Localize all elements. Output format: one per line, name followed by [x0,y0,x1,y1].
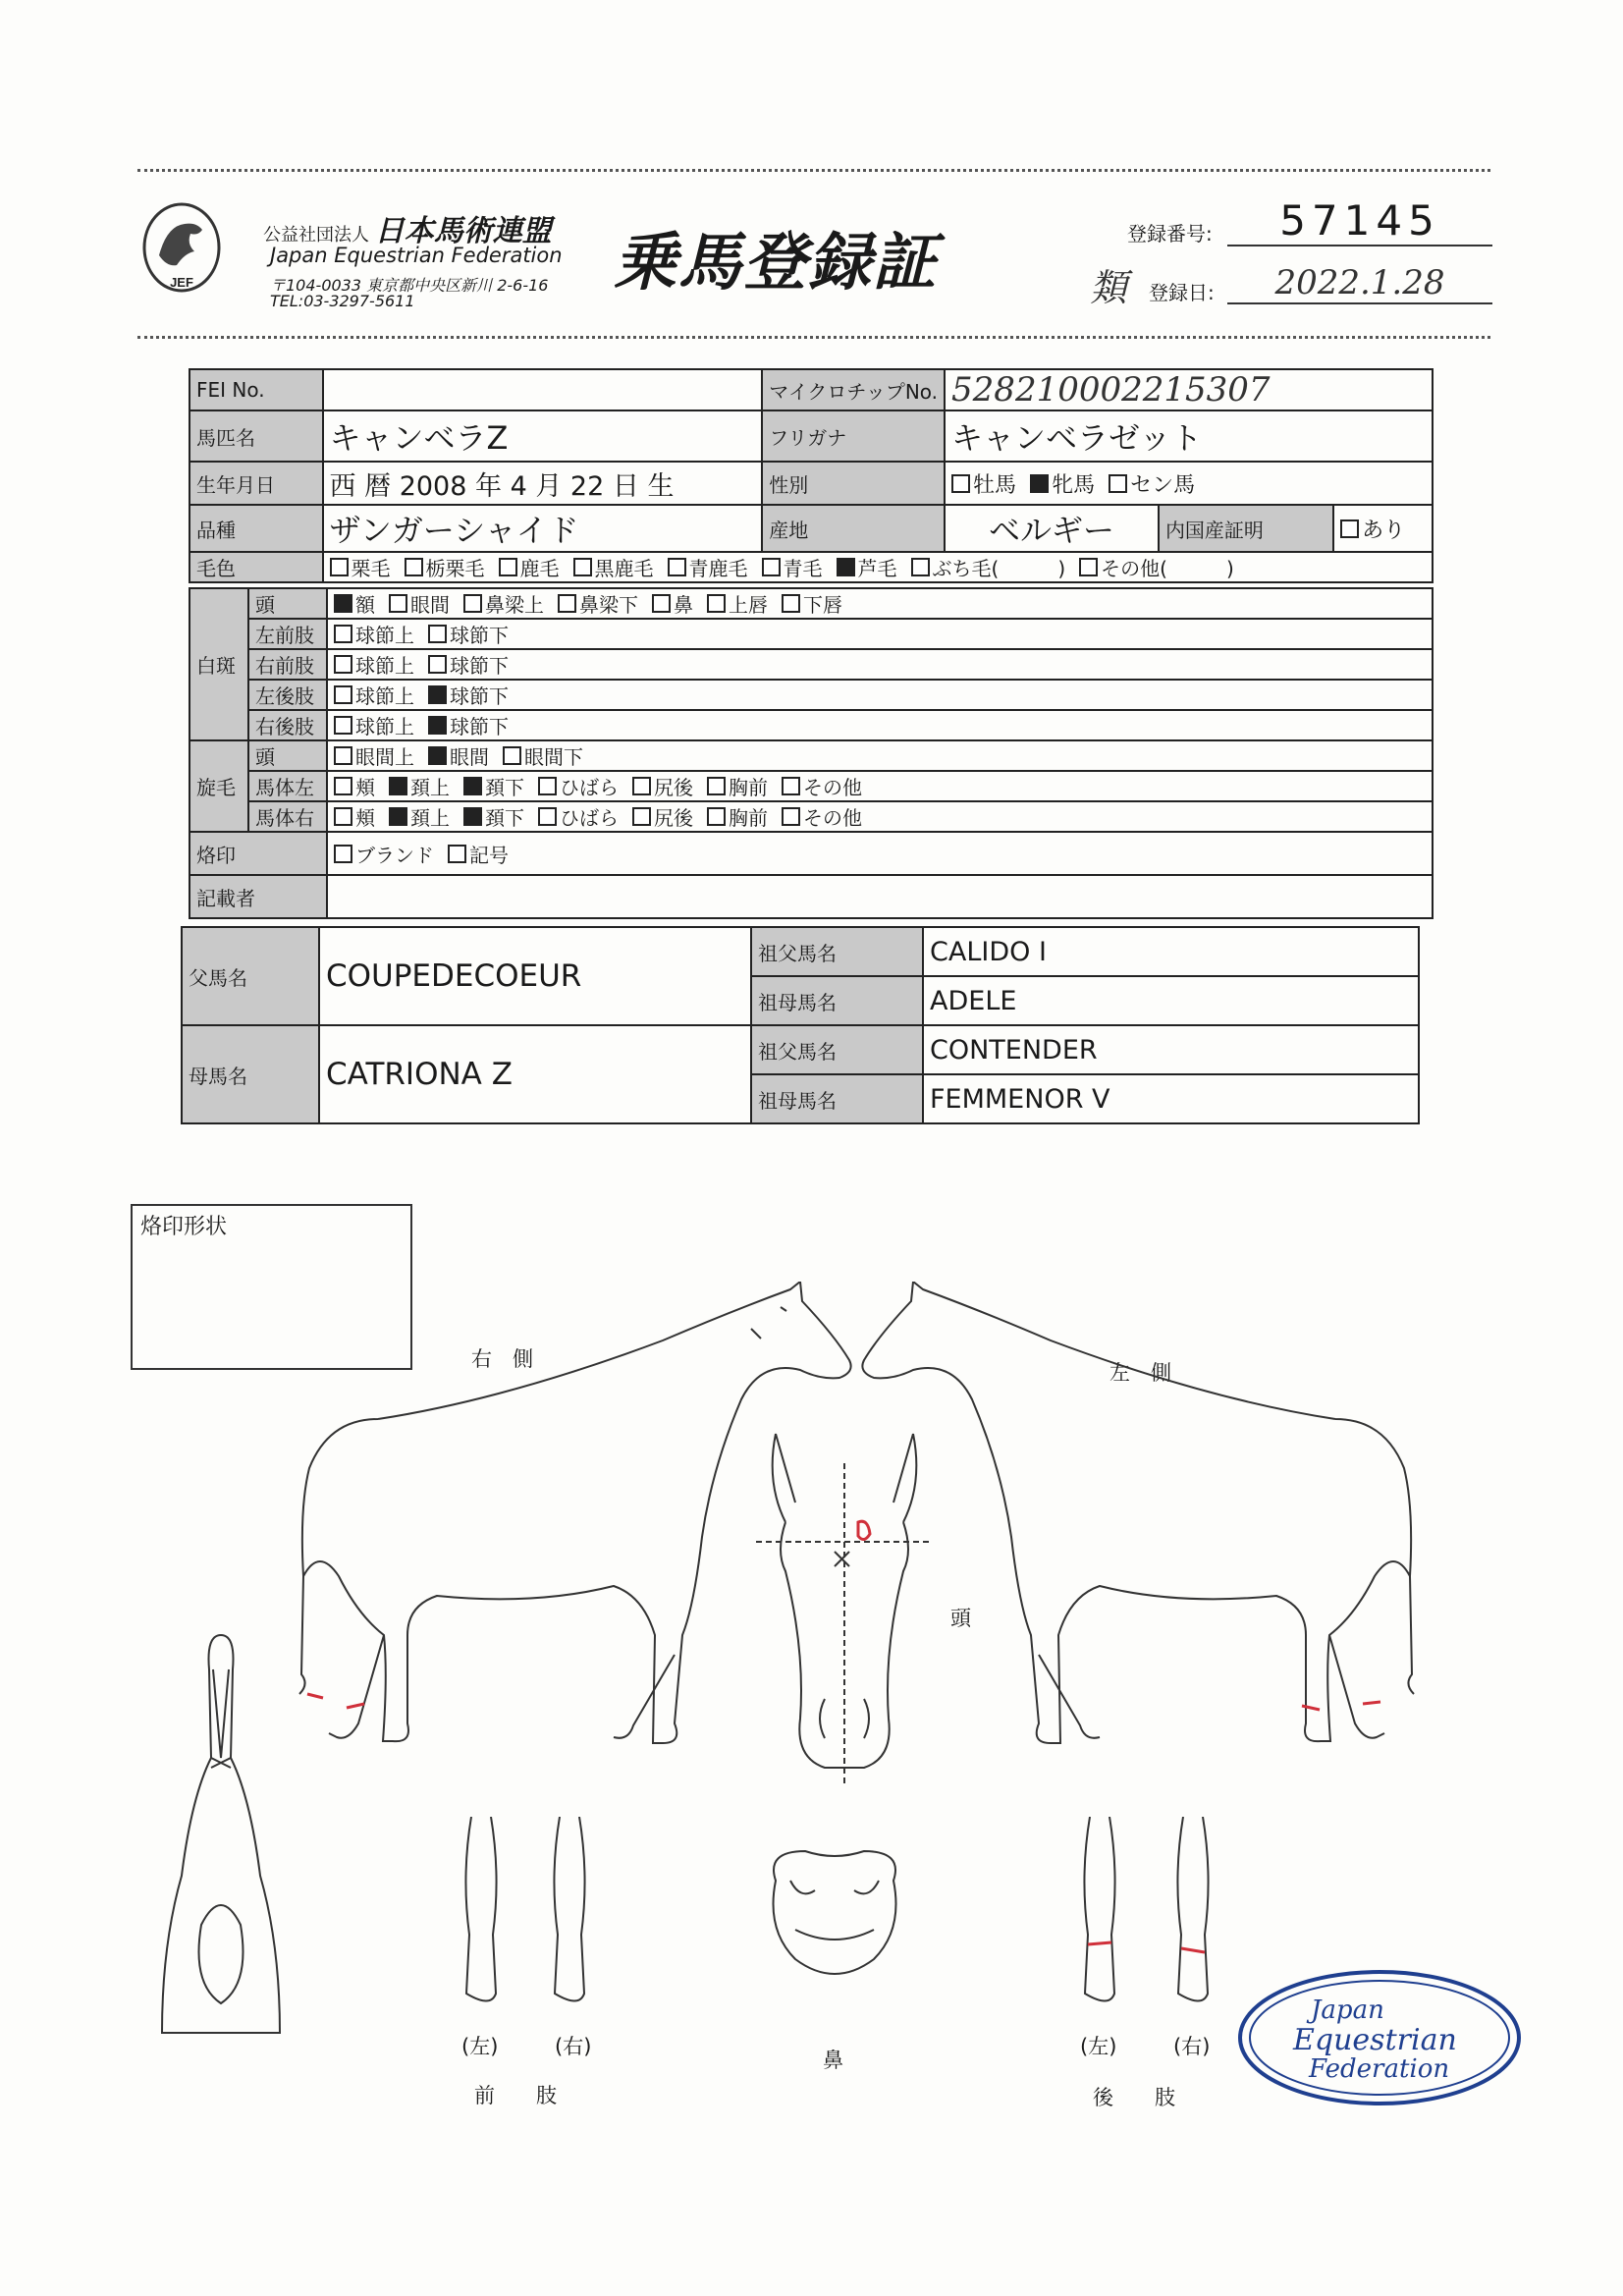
marking-option[interactable] [428,684,509,708]
whorl-option-label: 眼間下 [524,745,583,769]
marking-part-label: 頭 [248,588,327,619]
whorl-option-label: その他 [803,806,862,830]
org-tel: TEL:03-3297-5611 [270,292,415,310]
fore-right-label: (右) [555,2035,592,2058]
checkbox-icon [652,594,671,613]
seal-line-2: Equestrian [1293,2023,1457,2057]
coat-option-label: 芦毛 [857,557,897,580]
marking-option-label: 額 [355,593,375,617]
marking-option-label: 鼻梁上 [485,593,544,617]
checkbox-icon [538,777,557,795]
sire-grandsire-value: CALIDO I [923,927,1419,976]
whorl-option-label: 頚下 [485,806,524,830]
marking-option[interactable] [782,593,842,617]
breed-label: 品種 [189,505,323,552]
head-front-diagram [756,1424,933,1797]
marking-option-label: 球節上 [355,715,414,738]
marking-options [327,619,1433,649]
marking-option[interactable] [428,715,509,738]
coat-option[interactable] [330,557,391,580]
checkbox-icon [503,746,521,765]
whorl-option[interactable] [782,776,862,799]
whorl-option-label: 頚上 [410,776,450,799]
birth-label: 生年月日 [189,462,323,505]
sex-label: 性別 [762,462,945,505]
whorl-option-label: ひばら [560,776,619,799]
hind-leg-marks [1088,1942,1205,1952]
marking-option[interactable] [428,624,509,647]
checkbox-icon [538,807,557,826]
coat-option[interactable] [1079,557,1234,580]
marking-option[interactable] [558,593,638,617]
sire-label: 父馬名 [182,927,319,1025]
checkbox-icon [707,594,726,613]
svg-text:JEF: JEF [170,275,193,290]
coat-option[interactable] [499,557,560,580]
jef-logo [137,196,226,295]
marking-option[interactable] [334,684,414,708]
checkbox-icon [334,655,352,674]
checkbox-icon [463,594,482,613]
marking-option-label: 球節上 [355,684,414,708]
whorl-part-label: 馬体左 [248,771,327,801]
brand-shape-label: 烙印形状 [140,1215,228,1239]
whorl-option[interactable] [334,745,414,769]
recorder-label: 記載者 [189,875,327,918]
checkbox-icon [782,777,800,795]
sire-grandsire-label: 祖父馬名 [751,927,923,976]
coat-option-label: ぶち毛( ) [932,557,1066,580]
checkbox-icon [334,807,352,826]
right-side-mark [307,1694,364,1708]
whorl-option[interactable] [334,776,375,799]
checkbox-icon [389,777,407,795]
marking-option[interactable] [652,593,693,617]
marking-option-label: 球節上 [355,654,414,678]
reg-date: 2022.1.28 [1227,263,1492,304]
coat-option[interactable] [668,557,748,580]
checkbox-icon [334,685,352,704]
bottom-dotted-rule [137,336,1490,339]
brand-option[interactable] [448,844,509,867]
dam-label: 母馬名 [182,1025,319,1123]
sire-granddam-label: 祖母馬名 [751,976,923,1025]
top-dotted-rule [137,169,1490,172]
horse-name-label: 馬匹名 [189,410,323,462]
sex-option-label: 牡馬 [973,472,1017,498]
checkbox-icon [951,474,970,493]
coat-label: 毛色 [189,552,323,582]
checkbox-icon [573,558,592,576]
dam-grandsire-label: 祖父馬名 [751,1025,923,1074]
checkbox-icon [1079,558,1098,576]
coat-option[interactable] [573,557,654,580]
origin-value: ベルギー [945,505,1159,552]
sex-option[interactable] [951,473,1016,498]
checkbox-icon [632,777,651,795]
coat-option[interactable] [911,557,1066,580]
marking-option-label: 球節下 [450,684,509,708]
checkbox-icon [499,558,517,576]
marking-option[interactable] [428,654,509,678]
whorl-option-label: 眼間上 [355,745,414,769]
hind-caption: 後 肢 [1093,2086,1175,2109]
checkbox-icon [448,845,466,863]
dam-granddam-label: 祖母馬名 [751,1074,923,1123]
marking-options [327,680,1433,710]
furigana-label: フリガナ [762,410,945,462]
whorl-option[interactable] [538,806,619,830]
checkbox-icon [389,594,407,613]
marking-option-label: 球節上 [355,624,414,647]
marking-option-label: 上唇 [729,593,768,617]
checkbox-icon [428,685,447,704]
marking-option[interactable] [389,593,450,617]
checkbox-icon [782,807,800,826]
seal-line-3: Federation [1309,2054,1450,2084]
org-type: 公益社団法人 [263,225,369,246]
dam-granddam-value: FEMMENOR V [923,1074,1419,1123]
whorl-option[interactable] [463,776,524,799]
checkbox-icon [1340,519,1359,538]
marking-part-label: 右前肢 [248,649,327,680]
head-label: 頭 [950,1607,971,1630]
coat-option-label: 栗毛 [351,557,391,580]
checkbox-icon [668,558,686,576]
whorl-option-label: 眼間 [450,745,489,769]
domestic-label: 内国産証明 [1159,505,1333,552]
whorl-option[interactable] [389,776,450,799]
hind-left-label: (左) [1080,2035,1117,2058]
whorl-option-label: 胸前 [729,776,768,799]
checkbox-icon [334,746,352,765]
marking-option-label: 鼻 [674,593,693,617]
org-address: 〒104-0033 東京都中央区新川 2-6-16 [270,276,549,295]
marking-option-label: 球節下 [450,654,509,678]
checkbox-icon [762,558,781,576]
nose-label: 鼻 [823,2049,843,2072]
checkbox-icon [428,625,447,643]
microchip-label: マイクロチップNo. [762,369,945,410]
brand-option-label: ブランド [355,843,434,867]
sire-granddam-value: ADELE [923,976,1419,1025]
checkbox-icon [707,777,726,795]
markings-table [189,587,1434,919]
hind-right-label: (右) [1173,2035,1211,2058]
coat-option[interactable] [837,557,897,580]
whorl-option-label: 尻後 [654,806,693,830]
checkbox-icon [558,594,576,613]
whorl-part-label: 馬体右 [248,801,327,832]
whorl-options [327,740,1433,771]
whorl-option-label: 頚下 [485,776,524,799]
domestic-option-label: あり [1362,518,1406,543]
checkbox-icon [428,716,447,735]
jef-seal [1232,1964,1527,2111]
marking-options [327,710,1433,740]
whorl-option[interactable] [707,806,768,830]
whorl-option[interactable] [334,806,375,830]
marking-option-label: 球節下 [450,624,509,647]
sex-option-label: 牝馬 [1052,472,1096,498]
seal-line-1: Japan [1311,1995,1384,2025]
dam-value: CATRIONA Z [319,1025,751,1123]
checkbox-icon [1109,474,1127,493]
domestic-option[interactable] [1340,519,1405,543]
whorl-option[interactable] [707,776,768,799]
marking-part-label: 右後肢 [248,710,327,740]
marking-option[interactable] [707,593,768,617]
marking-option[interactable] [334,624,414,647]
coat-option-label: 鹿毛 [519,557,560,580]
brand-option[interactable] [334,844,434,867]
checkbox-icon [405,558,423,576]
whorl-option[interactable] [632,806,693,830]
dam-grandsire-value: CONTENDER [923,1025,1419,1074]
marking-option-label: 下唇 [803,593,842,617]
checkbox-icon [632,807,651,826]
furigana-value: キャンベラゼット [945,410,1433,462]
left-side-label: 左 側 [1109,1361,1171,1385]
sex-option[interactable] [1109,473,1195,498]
checkbox-icon [389,807,407,826]
breed-value: ザンガーシャイド [323,505,763,552]
marking-option-label: 眼間 [410,593,450,617]
whorl-option[interactable] [538,776,619,799]
sire-value: COUPEDECOEUR [319,927,751,1025]
sex-option-label: セン馬 [1130,472,1196,498]
checkbox-icon [428,655,447,674]
marking-options [327,588,1433,619]
brand-label: 烙印 [189,832,327,875]
whorl-option[interactable] [782,806,862,830]
horse-top-view-diagram [152,1630,290,2052]
registration-table [189,368,1434,583]
whorl-options [327,801,1433,832]
brand-option-label: 記号 [469,843,509,867]
reg-date-label: 登録日: [1149,281,1215,304]
whorl-option-label: 尻後 [654,776,693,799]
fore-caption: 前 肢 [474,2084,557,2107]
marking-option[interactable] [463,593,544,617]
left-side-mark [1302,1702,1380,1710]
checkbox-icon [428,746,447,765]
org-name-jp: 日本馬術連盟 [374,214,552,248]
checkbox-icon [707,807,726,826]
checkbox-icon [334,625,352,643]
coat-option-label: 黒鹿毛 [594,557,654,580]
coat-option-label: 青鹿毛 [688,557,748,580]
checkbox-icon [837,558,855,576]
reg-number: 57145 [1227,196,1492,246]
whorl-option-label: 頬 [355,776,375,799]
whorl-option-label: 頚上 [410,806,450,830]
marking-option-label: 球節下 [450,715,509,738]
microchip-value: 528210002215307 [945,369,1433,410]
head-mark [858,1521,870,1539]
marking-group-label: 白斑 [189,588,248,740]
whorl-option[interactable] [632,776,693,799]
pedigree-table [181,926,1420,1124]
fore-left-label: (左) [461,2035,499,2058]
fore-legs-diagram [452,1817,609,2013]
coat-option[interactable] [405,557,485,580]
nose-diagram [756,1841,913,1989]
sex-option[interactable] [1030,473,1095,498]
whorl-option-label: ひばら [560,806,619,830]
sex-options [945,462,1433,505]
coat-options [323,552,1433,582]
checkbox-icon [463,777,482,795]
coat-option-label: 青毛 [783,557,823,580]
whorl-option[interactable] [503,745,583,769]
whorl-part-label: 頭 [248,740,327,771]
checkbox-icon [782,594,800,613]
reg-number-label: 登録番号: [1127,222,1213,246]
doc-title: 乗馬登録証 [614,227,938,300]
checkbox-icon [334,777,352,795]
marking-part-label: 左後肢 [248,680,327,710]
org-name-en: Japan Equestrian Federation [270,244,563,267]
whorl-option-label: 頬 [355,806,375,830]
fei-value [323,369,763,410]
coat-option[interactable] [762,557,823,580]
checkbox-icon [911,558,930,576]
checkbox-icon [463,807,482,826]
domestic-option [1333,505,1433,552]
marking-option[interactable] [334,593,375,617]
checkbox-icon [1030,474,1049,493]
whorl-group-label: 旋毛 [189,740,248,832]
whorl-option[interactable] [463,806,524,830]
coat-option-label: 栃栗毛 [425,557,485,580]
fei-label: FEI No. [189,369,323,410]
hind-legs-diagram [1060,1817,1237,2013]
checkbox-icon [334,845,352,863]
whorl-option-label: 胸前 [729,806,768,830]
whorl-option-label: その他 [803,776,862,799]
marking-option-label: 鼻梁下 [579,593,638,617]
coat-option-label: その他( ) [1101,557,1234,580]
marking-option[interactable] [334,654,414,678]
marking-option[interactable] [334,715,414,738]
checkbox-icon [330,558,349,576]
marking-part-label: 左前肢 [248,619,327,649]
whorl-options [327,771,1433,801]
reg-date-stamp: 類 [1090,266,1128,309]
horse-name-value: キャンベラZ [323,410,763,462]
brand-options [327,832,1433,875]
checkbox-icon [334,594,352,613]
origin-label: 産地 [762,505,945,552]
whorl-option[interactable] [428,745,489,769]
marking-options [327,649,1433,680]
recorder-value [327,875,1433,918]
right-side-label: 右 側 [471,1347,533,1371]
checkbox-icon [334,716,352,735]
whorl-option[interactable] [389,806,450,830]
birth-value: 西 暦 2008 年 4 月 22 日 生 [323,462,763,505]
